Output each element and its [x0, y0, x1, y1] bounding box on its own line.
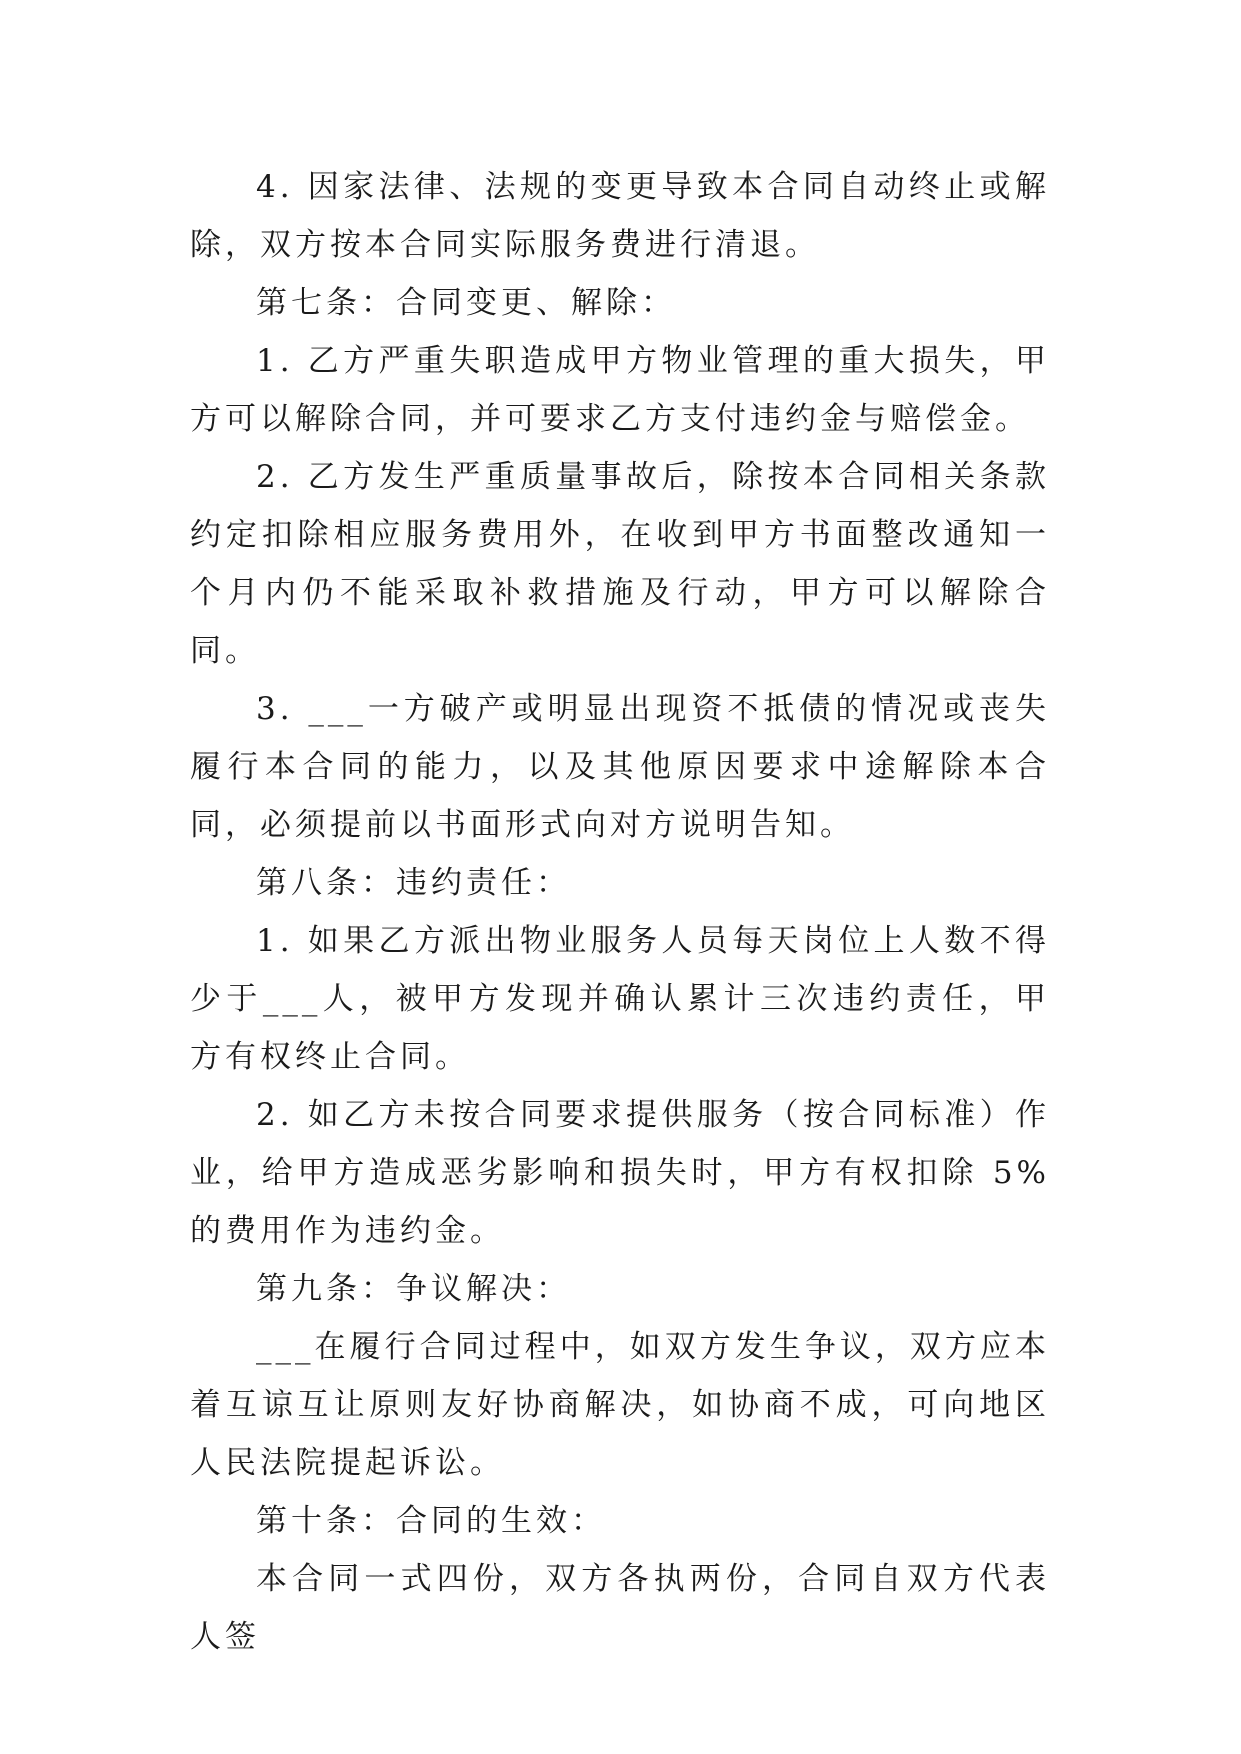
- paragraph-article-8-item-2: 2. 如乙方未按合同要求提供服务（按合同标准）作业，给甲方造成恶劣影响和损失时，甲方有权扣除 5%的费用作为违约金。: [190, 1097, 1050, 1249]
- paragraph-article-10: 本合同一式四份，双方各执两份，合同自双方代表人签: [190, 1561, 1050, 1655]
- heading-article-8: 第八条：违约责任：: [256, 865, 571, 901]
- paragraph-article-7-item-1: 1. 乙方严重失职造成甲方物业管理的重大损失，甲方可以解除合同，并可要求乙方支付违约金与赔偿金。: [190, 343, 1050, 437]
- document-body: [190, 158, 1050, 1666]
- paragraph-clause-6-item-4: 4. 因家法律、法规的变更导致本合同自动终止或解除，双方按本合同实际服务费进行清退。: [190, 169, 1050, 263]
- heading-article-7: 第七条：合同变更、解除：: [256, 285, 676, 321]
- paragraph-article-8-item-1: 1. 如果乙方派出物业服务人员每天岗位上人数不得少于___人，被甲方发现并确认累计三次违约责任，甲方有权终止合同。: [190, 923, 1050, 1075]
- paragraph-article-7-item-2: 2. 乙方发生严重质量事故后，除按本合同相关条款约定扣除相应服务费用外，在收到甲方书面整改通知一个月内仍不能采取补救措施及行动，甲方可以解除合同。: [190, 459, 1050, 669]
- paragraph-article-7-item-3: 3. ___一方破产或明显出现资不抵债的情况或丧失履行本合同的能力，以及其他原因要求中途解除本合同，必须提前以书面形式向对方说明告知。: [190, 691, 1050, 843]
- heading-article-9: 第九条：争议解决：: [256, 1271, 571, 1307]
- heading-article-10: 第十条：合同的生效：: [256, 1503, 606, 1539]
- paragraph-article-9: ___在履行合同过程中，如双方发生争议，双方应本着互谅互让原则友好协商解决，如协商不成，可向地区人民法院提起诉讼。: [190, 1329, 1050, 1481]
